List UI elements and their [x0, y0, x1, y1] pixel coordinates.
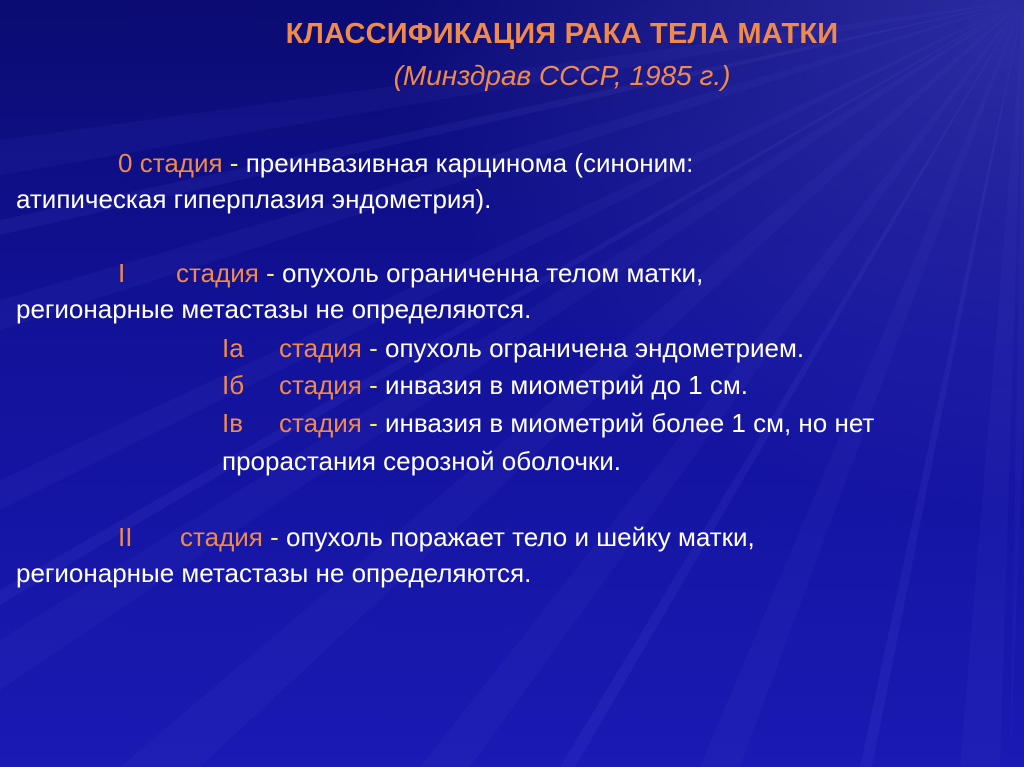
stage-1v-description: инвазия в миометрий более 1 см, но нет: [385, 408, 875, 438]
stage-1b-word: стадия: [279, 370, 362, 400]
stage-0-dash: -: [229, 148, 239, 178]
stage-1-number: I: [118, 258, 126, 288]
stage-1a-number: Iа: [222, 333, 244, 363]
stage-2-description: опухоль поражает тело и шейку матки,: [286, 522, 755, 552]
stage-1v-line: [222, 408, 874, 438]
stage-1a-description: опухоль ограничена эндометрием.: [385, 333, 805, 363]
stage-1b-number: Iб: [222, 370, 245, 400]
stage-1b-dash: -: [369, 370, 378, 400]
stage-2-dash: -: [270, 522, 279, 552]
stage-1v-number: Iв: [222, 408, 244, 438]
stage-0-description: преинвазивная карцинома (синоним:: [245, 148, 694, 178]
stage-1-dash: -: [266, 258, 275, 288]
stage-1-description-cont: регионарные метастазы не определяются.: [16, 294, 532, 324]
stage-1-line-1: [118, 258, 703, 288]
stage-1-word: стадия: [176, 258, 259, 288]
slide-subtitle: (Минздрав СССР, 1985 г.): [393, 60, 731, 91]
stage-1b-description: инвазия в миометрий до 1 см.: [385, 370, 748, 400]
stage-0-line-1: [118, 148, 693, 178]
stage-2-line-1: [118, 522, 755, 552]
stage-1a-dash: -: [369, 333, 378, 363]
stage-1b-line: [222, 370, 748, 400]
stage-1v-dash: -: [369, 408, 378, 438]
stage-1a-word: стадия: [279, 333, 362, 363]
stage-1v-word: стадия: [279, 408, 362, 438]
stage-2-word: стадия: [180, 522, 263, 552]
stage-0-description-cont: атипическая гиперплазия эндометрия).: [16, 184, 492, 214]
stage-1a-line: [222, 333, 804, 363]
stage-2-number: II: [118, 522, 133, 552]
stage-1v-description-cont: прорастания серозной оболочки.: [222, 446, 622, 476]
stage-1-description: опухоль ограниченна телом матки,: [282, 258, 704, 288]
stage-0-number: 0: [118, 148, 133, 178]
stage-0-word: стадия: [139, 148, 223, 178]
stage-2-description-cont: регионарные метастазы не определяются.: [16, 558, 532, 588]
slide-title: КЛАССИФИКАЦИЯ РАКА ТЕЛА МАТКИ: [285, 18, 839, 50]
